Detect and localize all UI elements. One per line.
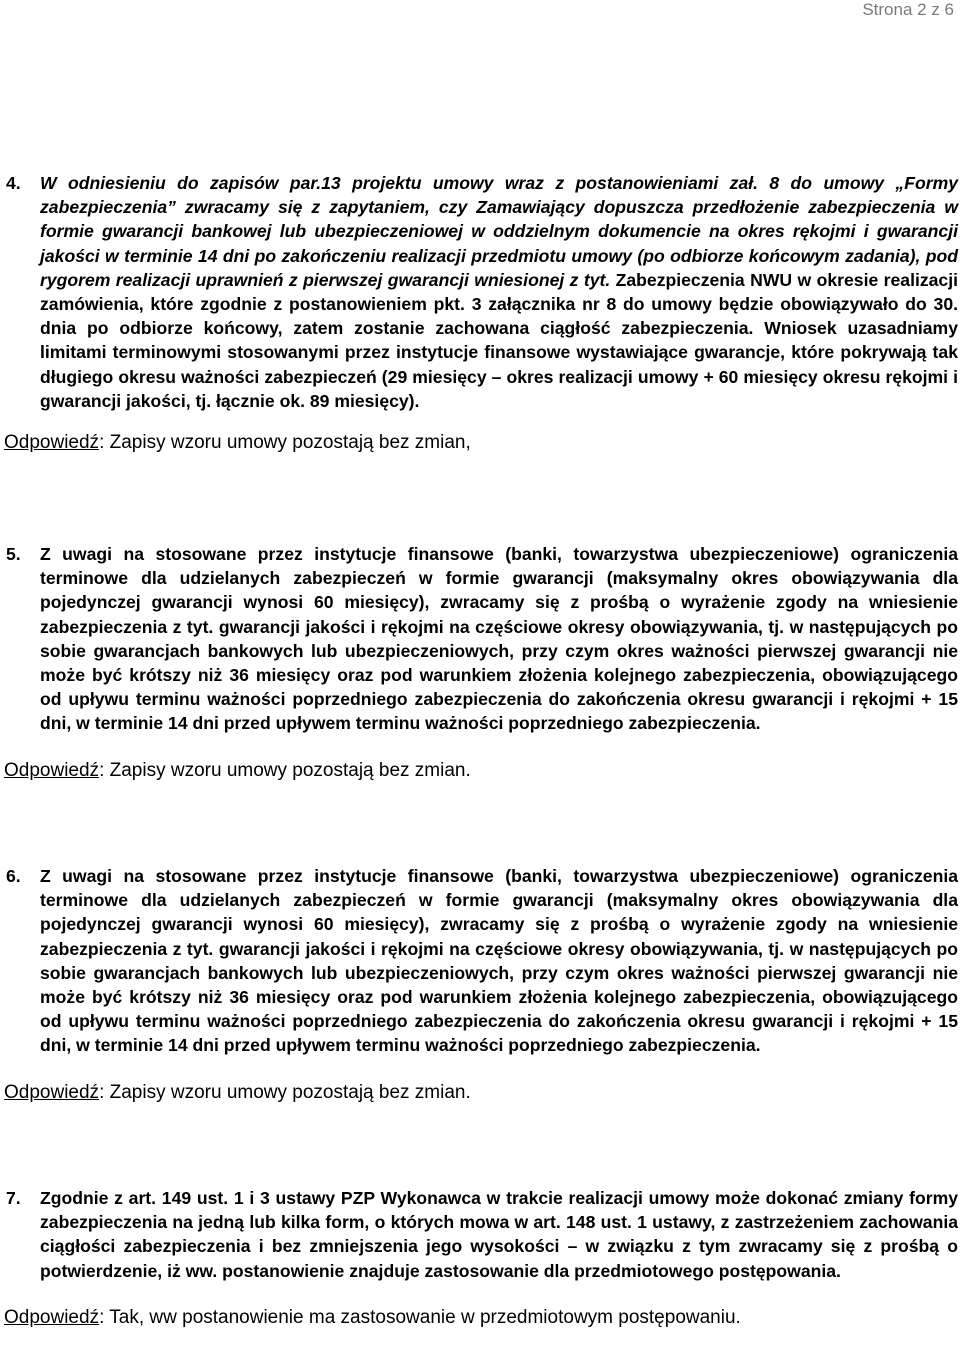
answer-label: Odpowiedź — [4, 1306, 100, 1328]
answer — [0, 431, 958, 455]
page-number: Strona 2 z 6 — [862, 0, 954, 19]
question-text-block — [0, 864, 958, 1058]
question-text-block — [0, 171, 958, 413]
answer — [0, 1306, 958, 1330]
question-6 — [0, 864, 958, 1105]
question-number: 7. — [6, 1188, 21, 1208]
answer-text: : Zapisy wzoru umowy pozostają bez zmian, — [99, 432, 471, 454]
question-text-block — [0, 542, 958, 736]
question-text: Zabezpieczenia NWU w okresie realizacji zamówienia, które zgodnie z postanowieniem pkt. 3 załącznika nr 8 do umowy będzie obowiązywało do 30. dnia po odbiorze końcowy, zatem zostanie zachowana ciągłość zabezpieczenia. Wniosek uzasadniamy limitami terminowymi stosowanymi przez instytucje finansowe wystawiające gwarancje, które pokrywają tak długiego okresu ważności zabezpieczeń (29 miesięcy – okres realizacji umowy + 60 miesięcy okresu rękojmi i gwarancji jakości, tj. łącznie ok. 89 miesięcy). — [40, 269, 958, 411]
question-text-block — [0, 1186, 958, 1283]
answer-label: Odpowiedź — [4, 1081, 100, 1103]
question-7 — [0, 1186, 958, 1330]
question-number: 6. — [6, 866, 21, 886]
answer — [0, 759, 958, 783]
answer-text: : Tak, ww postanowienie ma zastosowanie w przedmiotowym postępowaniu. — [99, 1306, 741, 1328]
question-number: 5. — [6, 544, 21, 564]
question-4 — [0, 171, 958, 455]
question-text: Z uwagi na stosowane przez instytucje finansowe (banki, towarzystwa ubezpieczeniowe) ograniczenia terminowe dla udzielanych zabezpieczeń w formie gwarancji (maksymalny okres obowiązywania dla pojedynczej gwarancji wynosi 60 miesięcy), zwracamy się z prośbą o wyrażenie zgody na wniesienie zabezpieczenia z tyt. gwarancji jakości i rękojmi na częściowe okresy obowiązywania, tj. w następujących po sobie gwarancjach bankowych lub ubezpieczeniowych, przy czym okres ważności pierwszej gwarancji nie może być krótszy niż 36 miesięcy oraz pod warunkiem złożenia kolejnego zabezpieczenia, obowiązującego od upływu terminu ważności poprzedniego zabezpieczenia do zakończenia okresu gwarancji i rękojmi + 15 dni, w terminie 14 dni przed upływem terminu ważności poprzedniego zabezpieczenia. — [40, 866, 958, 1056]
answer-label: Odpowiedź — [4, 432, 100, 454]
answer — [0, 1081, 958, 1105]
question-body — [40, 1186, 958, 1283]
question-body — [40, 171, 958, 413]
question-text: Z uwagi na stosowane przez instytucje finansowe (banki, towarzystwa ubezpieczeniowe) ograniczenia terminowe dla udzielanych zabezpieczeń w formie gwarancji (maksymalny okres obowiązywania dla pojedynczej gwarancji wynosi 60 miesięcy), zwracamy się z prośbą o wyrażenie zgody na wniesienie zabezpieczenia z tyt. gwarancji jakości i rękojmi na częściowe okresy obowiązywania, tj. w następujących po sobie gwarancjach bankowych lub ubezpieczeniowych, przy czym okres ważności pierwszej gwarancji nie może być krótszy niż 36 miesięcy oraz pod warunkiem złożenia kolejnego zabezpieczenia, obowiązującego od upływu terminu ważności poprzedniego zabezpieczenia do zakończenia okresu gwarancji i rękojmi + 15 dni, w terminie 14 dni przed upływem terminu ważności poprzedniego zabezpieczenia. — [40, 544, 958, 734]
answer-label: Odpowiedź — [4, 759, 100, 781]
question-body — [40, 542, 958, 736]
question-body — [40, 864, 958, 1058]
question-text-italic: W odniesieniu do zapisów par.13 projektu umowy wraz z postanowieniami zał. 8 do umowy „Formy zabezpieczenia” zwracamy się z zapytaniem, czy Zamawiający dopuszcza przedłożenie zabezpieczenia w formie gwarancji bankowej lub ubezpieczeniowej w oddzielnym dokumencie na okres rękojmi i gwarancji jakości w terminie 14 dni po zakończeniu realizacji przedmiotu umowy (po odbiorze końcowym zadania), pod rygorem realizacji uprawnień z pierwszej gwarancji wniesionej z tyt. — [40, 173, 958, 290]
question-5 — [0, 542, 958, 783]
question-number: 4. — [6, 173, 21, 193]
answer-text: : Zapisy wzoru umowy pozostają bez zmian. — [99, 759, 471, 781]
answer-text: : Zapisy wzoru umowy pozostają bez zmian. — [99, 1081, 471, 1103]
question-text: Zgodnie z art. 149 ust. 1 i 3 ustawy PZP Wykonawca w trakcie realizacji umowy może dokonać zmiany formy zabezpieczenia na jedną lub kilka form, o których mowa w art. 148 ust. 1 ustawy, z zastrzeżeniem zachowania ciągłości zabezpieczenia i bez zmniejszenia jego wysokości – w związku z tym zwracamy się z prośbą o potwierdzenie, iż ww. postanowienie znajduje zastosowanie dla przedmiotowego postępowania. — [40, 1188, 958, 1281]
